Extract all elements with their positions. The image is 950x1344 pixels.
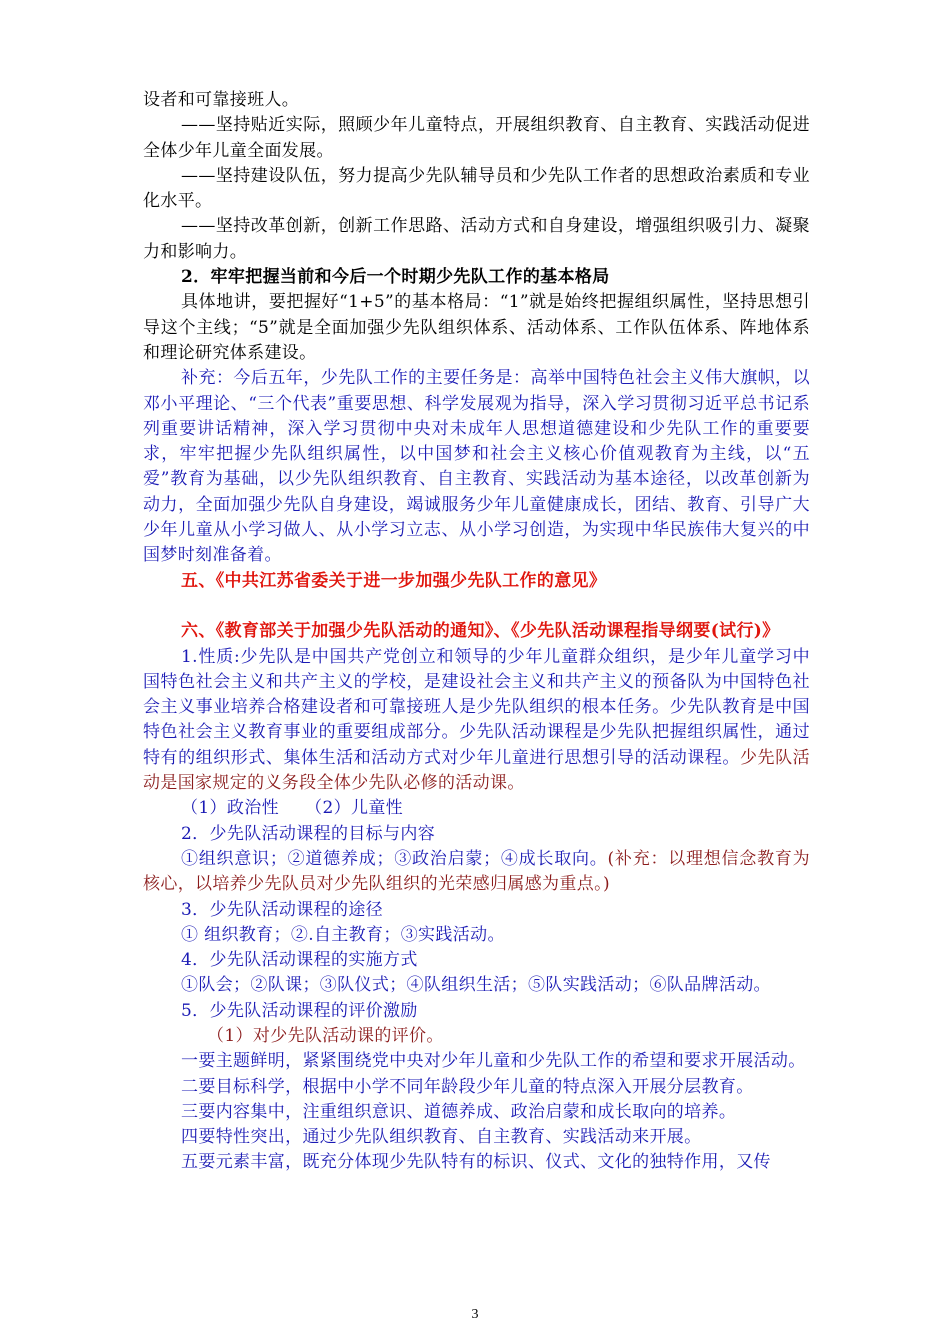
heading-implementation: 4．少先队活动课程的实施方式 [181,950,418,971]
heading-goals: 2．少先队活动课程的目标与内容 [181,823,436,844]
evaluation-item: 一要主题鲜明，紧紧围绕党中央对少年儿童和少先队工作的希望和要求开展活动。 [181,1051,806,1072]
paragraph-principle-practice: ——坚持贴近实际，照顾少年儿童特点，开展组织教育、自主教育、实践活动促进全体少年儿童全面发展。 [143,115,810,161]
paragraph-goals [143,847,810,898]
subheading-evaluation: （1）对少先队活动课的评价。 [207,1025,444,1046]
heading-paths: 3．少先队活动课程的途径 [181,899,384,920]
evaluation-item: 二要目标科学，根据中小学不同年龄段少年儿童的特点深入开展分层教育。 [181,1076,754,1097]
page-number: 3 [471,1307,479,1322]
heading-ministry-notice: 六、《教育部关于加强少先队活动的通知》、《少先队活动课程指导纲要(试行)》 [181,621,780,642]
goals-text: ①组织意识；②道德养成；③政治启蒙；④成长取向。 [181,848,608,869]
paragraph-nature [143,645,810,797]
document-page [143,88,810,1176]
goals-note: (补充：以理想信念教育为核心，以培养少先队员对少先队组织的光荣感归属感为重点。) [143,848,810,895]
blank-line [143,594,810,619]
paragraph-line: 设者和可靠接班人。 [143,90,300,110]
paragraph-pattern: 具体地讲，要把握好“1+5”的基本格局：“1”就是始终把握组织属性，坚持思想引导这个主线；“5”就是全面加强少先队组织体系、活动体系、工作队伍体系、阵地体系和理论研究体系建设。 [143,292,810,363]
heading-evaluation: 5．少先队活动课程的评价激励 [181,1000,418,1021]
heading-jiangsu-opinion: 五、《中共江苏省委关于进一步加强少先队工作的意见》 [181,570,607,591]
paragraph-principle-team: ——坚持建设队伍，努力提高少先队辅导员和少先队工作者的思想政治素质和专业化水平。 [143,165,810,212]
evaluation-item: 五要元素丰富，既充分体现少先队特有的标识、仪式、文化的独特作用，又传 [181,1152,771,1173]
evaluation-item: 四要特性突出，通过少先队组织教育、自主教育、实践活动来开展。 [181,1127,702,1148]
paragraph-implementation: ①队会；②队课；③队仪式；④队组织生活；⑤队实践活动；⑥队品牌活动。 [181,975,771,996]
section-heading-pattern: 2．牢牢把握当前和今后一个时期少先队工作的基本格局 [181,267,610,288]
nature-text: 1.性质:少先队是中国共产党创立和领导的少年儿童群众组织，是少年儿童学习中国特色社会主义和共产主义的学校，是建设社会主义和共产主义的预备队为中国特色社会主义事业培养合格建设者和可靠接班人是少先队组织的根本任务。少先队教育是中国特色社会主义教育事业的重要组成部分。少先队活动课程是少先队把握组织属性，通过特有的组织形式、集体生活和活动方式对少年儿童进行思想引导的活动课程。 [143,646,810,768]
paragraph-supplement: 补充：今后五年，少先队工作的主要任务是：高举中国特色社会主义伟大旗帜，以邓小平理论、“三个代表”重要思想、科学发展观为指导，深入学习贯彻习近平总书记系列重要讲话精神，深入学习贯彻中央对未成年人思想道德建设和少先队工作的重要要求，牢牢把握少先队组织属性，以中国梦和社会主义核心价值观教育为主线，以“五爱”教育为基础，以少先队组织教育、自主教育、实践活动为基本途径，以改革创新为动力，全面加强少先队自身建设，竭诚服务少年儿童健康成长，团结、教育、引导广大少年儿童从小学习做人、从小学习立志、从小学习创造，为实现中华民族伟大复兴的中国梦时刻准备着。 [143,368,810,566]
paragraph-principle-innovation: ——坚持改革创新，创新工作思路、活动方式和自身建设，增强组织吸引力、凝聚力和影响力。 [143,216,810,262]
nature-note: 少先队活动是国家规定的义务段全体少先队必修的活动课。 [143,747,810,794]
evaluation-item: 三要内容集中，注重组织意识、道德养成、政治启蒙和成长取向的培养。 [181,1101,737,1122]
paragraph-traits: （1）政治性 （2）儿童性 [181,798,404,819]
paragraph-paths: ① 组织教育；②.自主教育；③实践活动。 [181,924,505,945]
